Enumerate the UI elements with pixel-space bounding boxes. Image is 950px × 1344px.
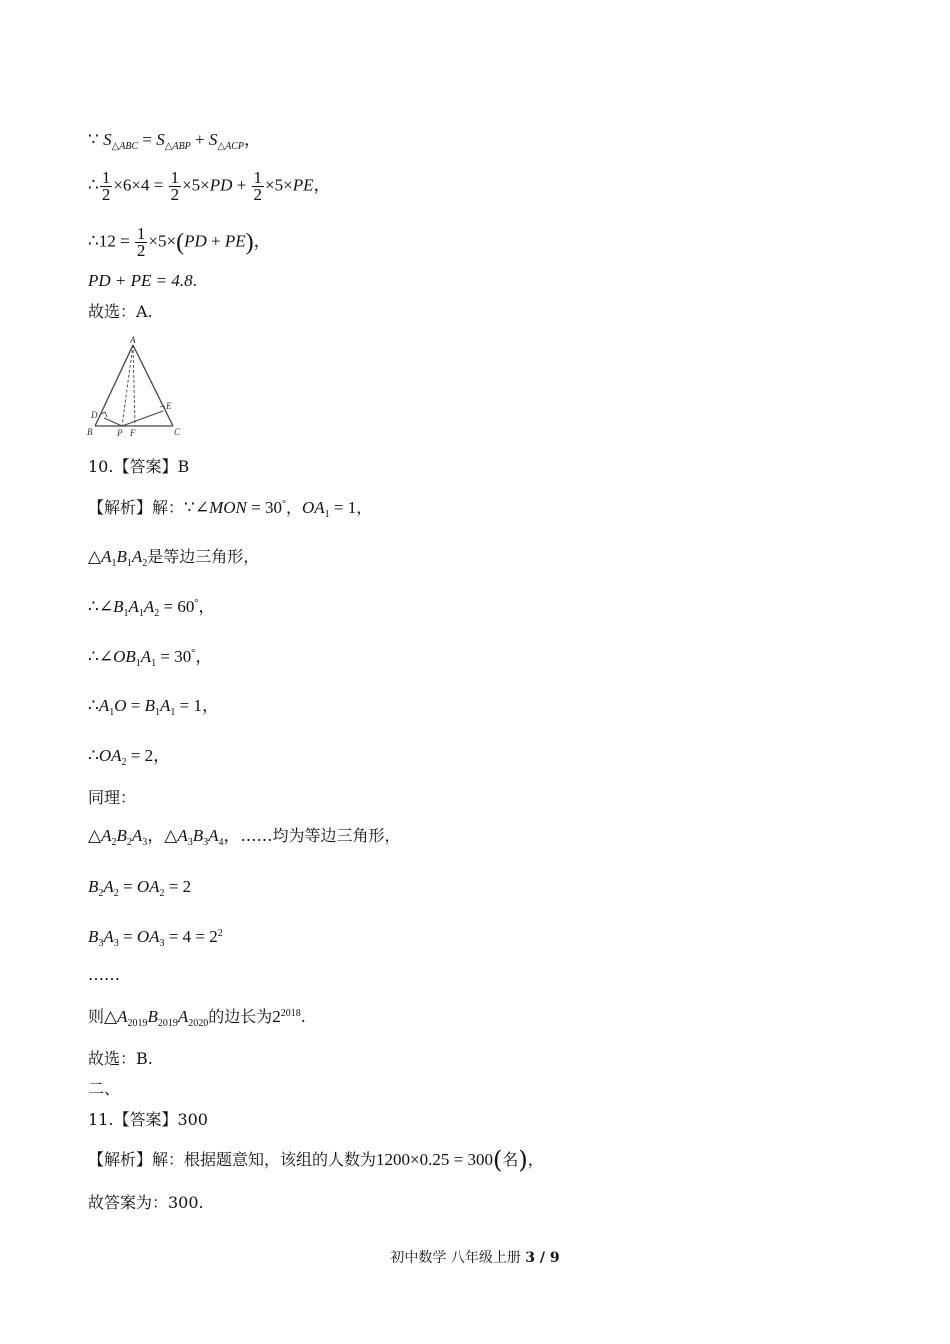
q11-answer: 11.【答案】300 [88,1110,208,1129]
label-p: P [117,428,123,438]
q10-b3a3-line: $B_3A_3 = OA_3 = 4 = 2^2$ [88,927,223,949]
q10-angle-30-line: $\therefore\angle OB_1A_1 = 30^\circ$， [88,647,213,669]
choice-a-line: 故选：A. [88,302,153,321]
label-e: E [166,401,172,411]
footer-course: 初中数学 八年级上册 [390,1250,521,1266]
q10-equal-sides-line: $\therefore A_1O = B_1A_1 = 1$， [88,696,219,718]
label-d: D [91,410,98,420]
page-footer [0,1247,950,1267]
q10-equilateral-line: $\triangle A_1B_1A_2$是等边三角形， [88,547,260,569]
q10-triangles-line: $\triangle A_2B_2A_3$，$\triangle A_3B_3A_4$，……均为等边三角形， [88,826,401,848]
q10-conclusion-line: 则$\triangle A_{2019}B_{2019}A_{2020}$的边长为$2^{2018}$. [88,1007,306,1029]
label-a: A [130,335,136,345]
q11-analysis-line: 【解析】解：根据题意知，该组的人数为1200×0.25 = 300(名)， [88,1146,544,1174]
q10-answer: 10.【答案】B [88,457,190,476]
footer-page-number: 3 / 9 [525,1250,560,1266]
q10-oa2-line: $\therefore OA_2 = 2$， [88,746,171,768]
segment-pd [104,418,122,426]
segment-pe [122,411,163,426]
label-f: F [130,428,136,438]
q10-same-reason: 同理： [88,788,137,807]
q10-angle-60-line: $\therefore\angle B_1A_1A_2 = 60^\circ$， [88,597,216,619]
simplified-equation-line: ∴12 = $\frac{1}{2}$ ×5×(PD + PE)， [88,224,271,260]
area-sum-line: ∵ $S_{\triangle ABC} = S_{\triangle ABP} + S_{\triangle ACP}$， [88,130,261,152]
q10-ellipsis: …… [88,965,120,984]
q10-choice: 故选：B. [88,1049,153,1068]
q10-analysis-line: 【解析】解：∵∠MON = 30°，$OA_1 = 1$， [88,498,373,520]
label-c: C [174,427,181,437]
result-line: PD + PE = 4.8. [88,271,197,290]
q10-b2a2-line: $B_2A_2 = OA_2 = 2$ [88,877,192,899]
dashed-af [133,345,135,426]
section-heading: 二、 [88,1079,121,1098]
area-equation-line: ∴ $\frac{1}{2}$ ×6×4 = $\frac{1}{2}$ ×5×PD + $\frac{1}{2}$ ×5×PE， [88,168,331,204]
label-b: B [87,427,93,437]
triangle-figure [86,334,190,444]
side-ac [133,345,173,426]
q11-final: 故答案为：300. [88,1193,204,1212]
